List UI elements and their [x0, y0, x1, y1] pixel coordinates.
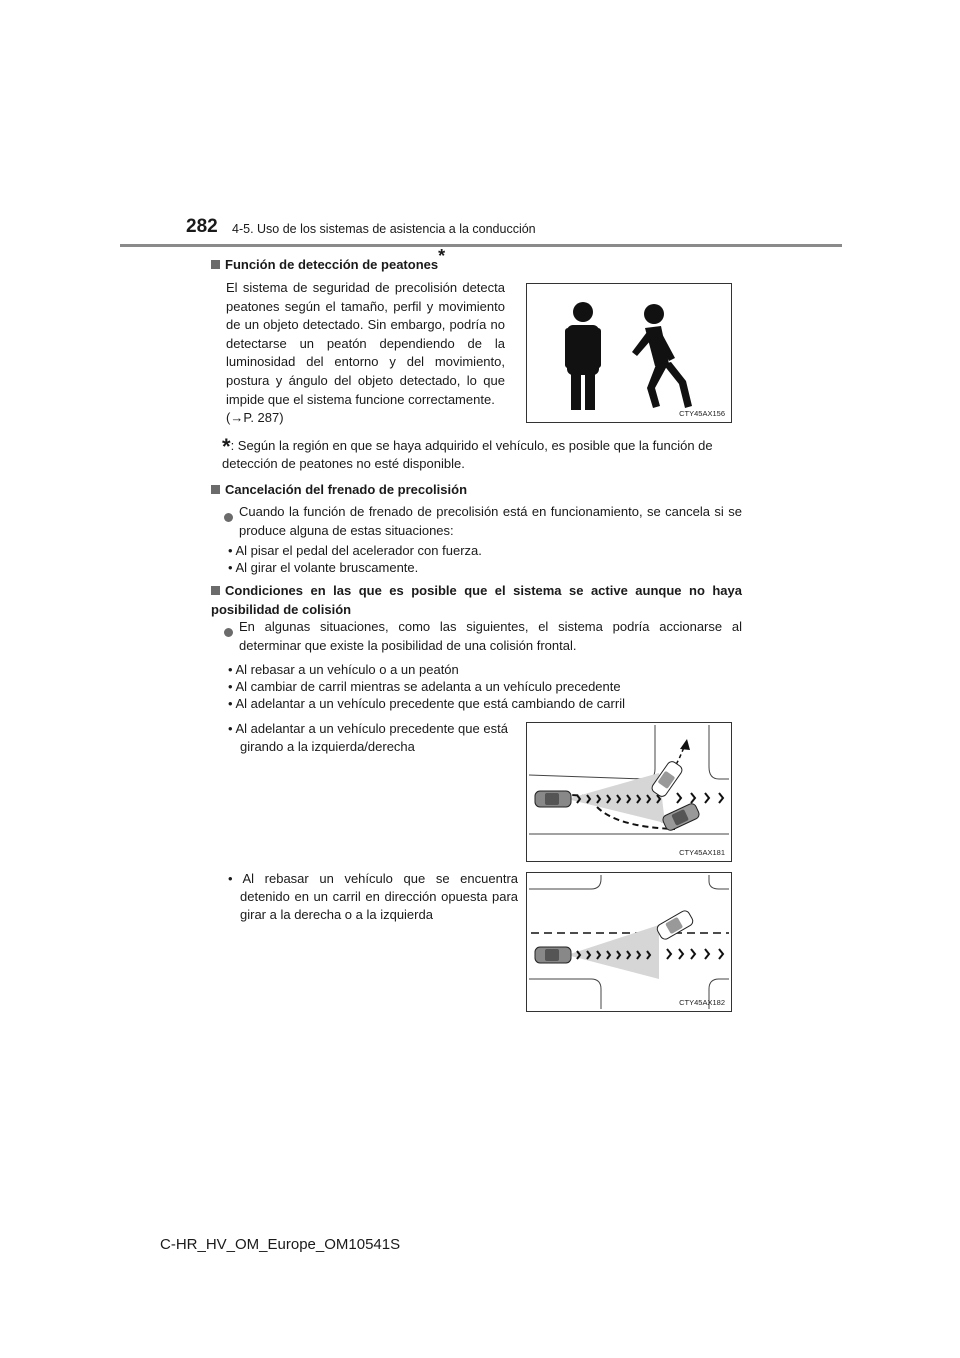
fig-item-1: • Al adelantar a un vehículo precedente que está girando a la izquierda/derecha — [228, 721, 508, 754]
round-bullet-icon — [224, 513, 233, 522]
conditions-item: • Al adelantar a un vehículo precedente que está cambiando de carril — [228, 696, 625, 711]
conditions-item: • Al cambiar de carril mientras se adelanta a un vehículo precedente — [228, 679, 621, 694]
footnote: *: Según la región en que se haya adquirido el vehículo, es posible que la función de detección de peatones no esté disponible. — [222, 434, 713, 471]
document-id: C-HR_HV_OM_Europe_OM10541S — [160, 1236, 401, 1253]
figure-code: CTY45AX156 — [679, 409, 725, 418]
heading-pedestrian: Función de detección de peatones* — [211, 256, 445, 274]
square-bullet-icon — [211, 485, 220, 494]
conditions-item: • Al rebasar a un vehículo o a un peatón — [228, 662, 459, 677]
heading-conditions: Condiciones en las que es posible que el sistema se active aunque no haya posibilidad de colisión — [211, 583, 742, 617]
cancel-item: • Al girar el volante bruscamente. — [228, 560, 419, 575]
page-reference: (→P. 287) — [226, 410, 284, 426]
header-rule — [120, 244, 842, 247]
fig-item-2: • Al rebasar un vehículo que se encuentra detenido en un carril en dirección opuesta para girar a la derecha o a la izquierda — [228, 871, 518, 922]
cancel-dot — [224, 509, 233, 527]
turning-vehicle-diagram — [527, 723, 731, 861]
oncoming-vehicle-figure — [526, 872, 732, 1012]
footnote-asterisk: * — [222, 434, 231, 459]
round-bullet-icon — [224, 628, 233, 637]
oncoming-vehicle-diagram — [527, 873, 731, 1011]
cancel-bullet-text: Cuando la función de frenado de precolisión está en funcionamiento, se cancela si se produce alguna de estas situaciones: — [239, 504, 742, 538]
page-number: 282 — [186, 216, 218, 237]
figure-code: CTY45AX182 — [679, 998, 725, 1007]
turning-vehicle-figure — [526, 722, 732, 862]
conditions-dot — [224, 624, 233, 642]
heading-asterisk: * — [438, 245, 446, 266]
conditions-bullet-text: En algunas situaciones, como las siguientes, el sistema podría accionarse al determinar que existe la posibilidad de una colisión frontal. — [239, 619, 742, 653]
chapter-title: 4-5. Uso de los sistemas de asistencia a la conducción — [232, 222, 536, 236]
cancel-item: • Al pisar el pedal del acelerador con fuerza. — [228, 543, 482, 558]
square-bullet-icon — [211, 260, 220, 269]
figure-code: CTY45AX181 — [679, 848, 725, 857]
pedestrian-figure — [526, 283, 732, 423]
square-bullet-icon — [211, 586, 220, 595]
pedestrian-icon — [527, 284, 731, 422]
heading-cancel: Cancelación del frenado de precolisión — [211, 481, 467, 499]
pedestrian-body: El sistema de seguridad de precolisión detecta peatones según el tamaño, perfil y movimiento de un objeto detectado. Sin embargo, podría no detectarse un peatón dependiendo de la luminosidad del entorno y del movimiento, postura y ángulo del objeto detectado, lo que impide que el sistema funcione correctamente. (→P. 287) — [226, 280, 505, 426]
